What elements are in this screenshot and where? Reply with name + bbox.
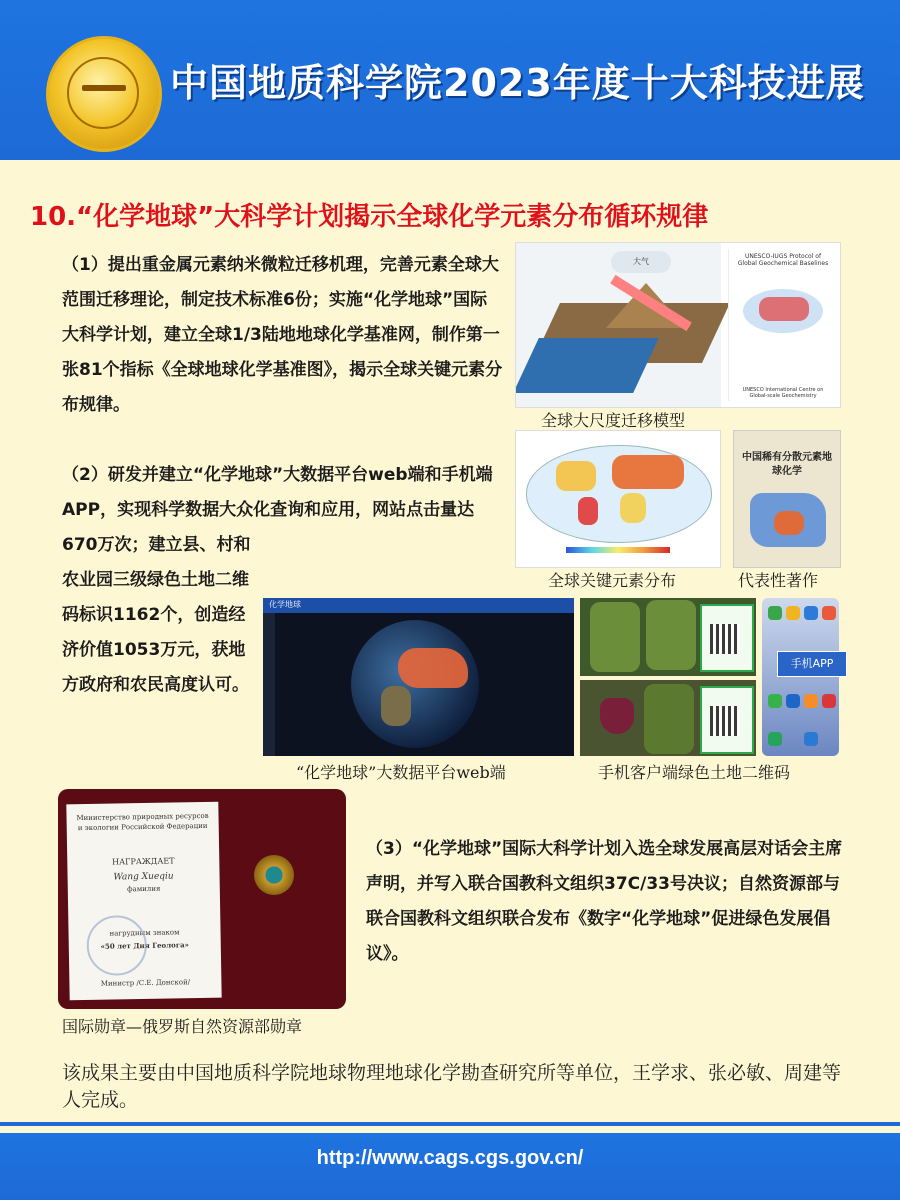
map-region bbox=[612, 455, 684, 489]
cert-ministry-line1: Министерство природных ресурсов bbox=[76, 811, 209, 823]
app-icon bbox=[822, 694, 836, 708]
migration-model-figure bbox=[515, 242, 841, 408]
phone-app-callout: 手机APP bbox=[777, 651, 847, 677]
cert-badge-label: нагрудным знаком bbox=[109, 928, 180, 938]
phone-screenshot bbox=[762, 598, 839, 756]
paragraph-2-top: （2）研发并建立“化学地球”大数据平台web端和手机端APP，实现科学数据大众化查询和应用，网站点击量达670万次；建立县、村和 bbox=[62, 465, 493, 555]
cert-awards: НАГРАЖДАЕТ bbox=[111, 856, 175, 867]
qr-code-icon bbox=[710, 706, 740, 736]
paragraph-3: （3）“化学地球”国际大科学计划入选全球发展高层对话会主席声明，并写入联合国教科文组织37C/33号决议；自然资源部与联合国教科文组织联合发布《数字“化学地球”促进绿色发展倡议》。 bbox=[366, 839, 843, 964]
app-icon bbox=[786, 606, 800, 620]
map-region bbox=[578, 497, 598, 525]
protocol-title: UNESCO-IUGS Protocol of Global Geochemical Baselines bbox=[737, 253, 829, 267]
plant-foliage bbox=[590, 602, 640, 672]
paragraph-2-bottom: 农业园三级绿色土地二维码标识1162个，创造经济价值1053万元，获地方政府和农民高度认可。 bbox=[62, 570, 249, 695]
caption-migration-model: 全球大尺度迁移模型 bbox=[541, 411, 686, 430]
app-icon bbox=[804, 694, 818, 708]
cert-ministry-line2: и экологии Российской Федерации bbox=[77, 821, 208, 833]
qr-code-icon bbox=[710, 624, 740, 654]
map-region bbox=[620, 493, 646, 523]
web-nav-title: 化学地球 bbox=[269, 600, 301, 609]
app-icon bbox=[786, 694, 800, 708]
protocol-document bbox=[728, 249, 835, 401]
map-highlight bbox=[759, 297, 809, 321]
qr-code-card bbox=[700, 604, 754, 672]
book-cover bbox=[733, 430, 841, 568]
academy-logo bbox=[46, 36, 162, 152]
app-icon bbox=[768, 606, 782, 620]
web-platform-screenshot bbox=[263, 598, 574, 756]
page-title: 中国地质科学院2023年度十大科技进展 bbox=[170, 61, 865, 105]
credits-note: 该成果主要由中国地质科学院地球物理地球化学勘查研究所等单位，王学求、张必敏、周建等人完成。 bbox=[62, 1062, 842, 1111]
grape-cluster bbox=[600, 698, 634, 734]
book-title: 中国稀有分散元素地球化学 bbox=[742, 452, 832, 477]
qr-code-card bbox=[700, 686, 754, 754]
logo-inner-ring bbox=[67, 57, 139, 129]
color-scale-bar bbox=[566, 547, 670, 553]
website-url: http://www.cags.cgs.gov.cn/ bbox=[316, 1147, 584, 1169]
app-icon bbox=[768, 732, 782, 746]
map-highlight bbox=[774, 511, 804, 535]
globe-data-overlay bbox=[398, 648, 468, 688]
caption-qr-code: 手机客户端绿色土地二维码 bbox=[598, 763, 791, 782]
element-distribution-map bbox=[515, 430, 721, 568]
cert-signature: Министр /С.Е. Донской/ bbox=[100, 978, 191, 988]
caption-element-distribution: 全球关键元素分布 bbox=[548, 571, 677, 590]
protocol-footer: UNESCO International Centre on Global-scale Geochemistry bbox=[742, 387, 824, 399]
caption-medal: 国际勋章—俄罗斯自然资源部勋章 bbox=[62, 1017, 303, 1036]
map-region bbox=[556, 461, 596, 491]
plant-foliage bbox=[646, 600, 696, 670]
paragraph-1: （1）提出重金属元素纳米微粒迁移机理，完善元素全球大范围迁移理论，制定技术标准6份；实施“化学地球”国际大科学计划，建立全球1/3陆地地球化学基准网，制作第一张81个指标《全球地球化学基准图》，揭示全球关键元素分布规律。 bbox=[62, 255, 503, 415]
cert-badge-name: «50 лет Дня Геолога» bbox=[100, 940, 190, 951]
hammer-icon bbox=[82, 85, 126, 91]
app-icon bbox=[822, 606, 836, 620]
caption-web-platform: “化学地球”大数据平台web端 bbox=[296, 763, 506, 782]
cert-surname-label: фамилия bbox=[127, 884, 161, 894]
cloud-icon: 大气 bbox=[611, 251, 671, 273]
globe-continent bbox=[381, 686, 411, 726]
web-nav-bar bbox=[263, 598, 574, 613]
section-title: 10.“化学地球”大科学计划揭示全球化学元素分布循环规律 bbox=[30, 202, 709, 232]
app-icon bbox=[804, 606, 818, 620]
medal-icon bbox=[254, 855, 294, 895]
plant-foliage bbox=[644, 684, 694, 754]
app-icon bbox=[768, 694, 782, 708]
greenhouse-photo bbox=[580, 598, 756, 676]
footer-divider bbox=[0, 1122, 900, 1126]
medal-certificate-photo bbox=[58, 789, 346, 1009]
cert-recipient: Wang Xueqiu bbox=[113, 871, 174, 883]
vineyard-photo bbox=[580, 680, 756, 756]
app-icon bbox=[804, 732, 818, 746]
caption-representative-work: 代表性著作 bbox=[738, 571, 819, 590]
stamp-seal bbox=[86, 915, 147, 976]
certificate bbox=[66, 802, 221, 1001]
web-sidebar bbox=[263, 613, 275, 756]
